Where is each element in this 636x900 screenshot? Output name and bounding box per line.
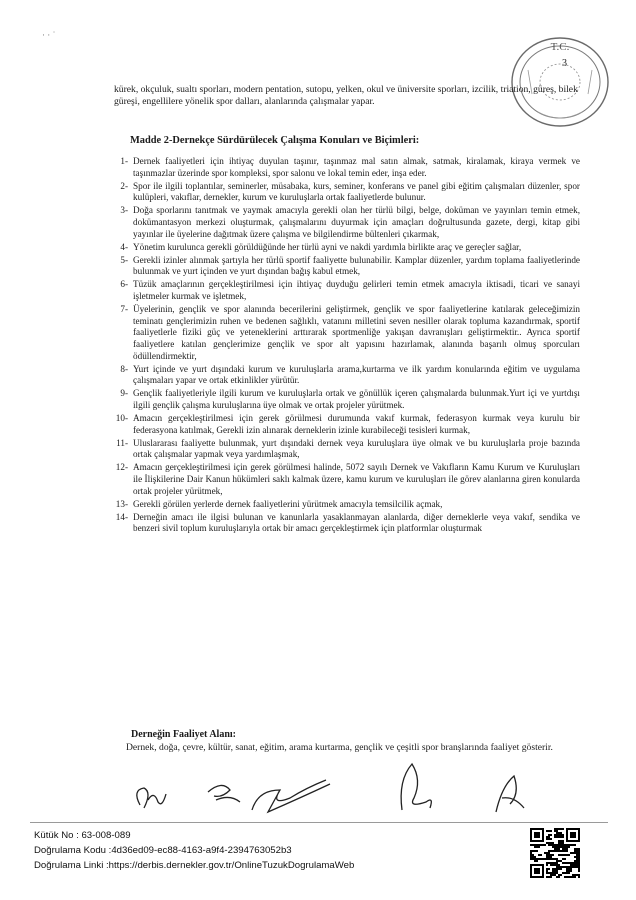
list-item [106,156,580,179]
list-item-number: 11- [116,437,128,448]
verification-code: Doğrulama Kodu :4d36ed09-ec88-4163-a9f4-2394763052b3 [34,845,292,856]
list-item [106,255,580,278]
list-item-number: 12- [115,462,128,473]
list-item-number: 4- [120,241,128,252]
verification-link: Doğrulama Linki :https://derbis.dernekler.gov.tr/OnlineTuzukDogrulamaWeb [34,860,355,871]
list-item-text: Doğa sporlarını tanıtmak ve yaymak amacıyla gerekli olan her türlü bilgi, belge, doküman ve yayınları temin etmek, dokümantasyon merkezi oluşturmak, çalışmalarını duyurmak için amaçları doğrultusunda gazete, dergi, kitap gibi yayınlar ile üyelerine dağıtmak üzere çalışma ve bilgilendirme bültenleri çıkarmak, [133,205,580,239]
list-item [106,242,580,254]
list-item [106,499,580,511]
list-item-number: 14- [115,511,128,522]
list-item [106,512,580,535]
kutuk-no: Kütük No : 63-008-089 [34,830,131,841]
verification-footer [34,828,354,873]
list-item-text: Gerekli görülen yerlerde dernek faaliyetlerini yürütmek amacıyla temsilcilik açmak, [133,498,443,509]
list-item-text: Amacın gerçekleştirilmesi için gerek görülmesi durumunda vakıf kurmak, federasyon kurmak veya kurulu bir federasyona katılmak, Gerekli izin alınarak derneklerin izinle kurabileceği tesisleri kurmak, [133,412,580,435]
footer-divider [30,822,608,823]
list-item [106,413,580,436]
list-item-number: 7- [120,304,128,315]
list-item-number: 5- [120,254,128,265]
list-item-number: 13- [115,498,128,509]
list-item-text: Gençlik faaliyetleriyle ilgili kurum ve kuruluşlarla ortak ve gönüllük içeren çalışmalarda bulunmak.Yurt içi ve yurtdışı ilgili gençlik çalışma kuruluşlarına üye olmak ve ortak projeler yürütmek. [133,388,580,410]
list-item [106,181,580,204]
list-item [106,205,580,240]
list-item [106,462,580,497]
list-item-number: 8- [120,363,128,374]
seal-text: T.C. [550,41,570,53]
list-item-text: Tüzük amaçlarının gerçekleştirilmesi için ihtiyaç duyduğu gelirleri temin etmek amacıyla iktisadi, ticari ve sanayi işletmeler kurmak ve işletmek, [133,279,580,302]
activities-list [106,156,580,536]
qr-code [530,828,580,878]
list-item-text: Derneğin amacı ile ilgisi bulunan ve kanunlarla yasaklanmayan alanlarda, diğer derneklerle veya vakıf, sendika ve benzeri sivil toplum kuruluşlarıyla ortak bir amacı gerçekleştirmek için platformlar oluşturmak [133,511,580,534]
list-item [106,438,580,461]
list-item-number: 2- [120,180,128,191]
list-item-text: Amacın gerçekleştirilmesi için gerek görülmesi halinde, 5072 sayılı Dernek ve Vakıfların Kamu Kurum ve Kuruluşları ile İlişkilerine Dair Kanun hükümleri saklı kalmak üzere, kamu kurum ve kuruluşları ile görev alanlarına giren konularda ortak projeler yürütmek, [133,462,580,496]
signature-1 [137,788,166,808]
list-item [106,279,580,302]
section-title: Madde 2-Dernekçe Sürdürülecek Çalışma Konuları ve Biçimleri: [130,135,420,146]
list-item [106,364,580,387]
list-item-number: 6- [120,279,128,290]
list-item-text: Dernek faaliyetleri için ihtiyaç duyulan taşınır, taşınmaz mal satın almak, satmak, kiralamak, kiraya vermek ve taşınmazlar üzerinde spor kompleksi, spor salonu ve lokal temin eder, inşa eder. [133,156,580,178]
list-item-text: Yönetim kurulunca gerekli görüldüğünde her türlü ayni ve nakdi yardımla birlikte araç ve gereçler sağlar, [133,241,522,252]
activity-area-title: Derneğin Faaliyet Alanı: [131,729,236,740]
list-item-number: 10- [115,412,128,423]
activity-area-text: Dernek, doğa, çevre, kültür, sanat, eğitim, arama kurtarma, gençlik ve çeşitli spor branşlarında faaliyet gösterir. [126,742,553,753]
list-item-number: 3- [120,205,128,216]
page-number: 3 [562,58,567,69]
list-item-text: Üyelerinin, gençlik ve spor alanında becerilerini geliştirmek, gençlik ve spor faaliyetlerine katılarak geleceğimizin teminatı gençlerimizin ruhen ve bedenen sağlıklı, vatanını milletini seven nesiller olarak topluma kazandırmak, sportif faaliyetlerle fiziki güç ve yeteneklerini arttırarak sportmenliğe yakışan davranışları geliştirmektir.. Ayrıca sportif faaliyetlere katılan gençlerimize gençlik ve spor alt yapısını hazırlamak, alanında başarılı olmuş sporcuları ödüllendirmektir, [133,304,580,361]
list-item [106,304,580,362]
signatures [130,750,600,820]
scan-marks: · · ˙ [42,30,56,40]
signature-2 [208,785,240,802]
list-item-number: 1- [120,156,128,166]
list-item [106,388,580,411]
list-item-number: 9- [120,388,128,399]
signature-5 [496,776,524,812]
signature-4 [401,764,431,810]
official-seal-stamp [508,34,612,130]
signature-3 [252,780,330,812]
list-item-text: Gerekli izinler alınmak şartıyla her türlü sportif faaliyette bulunabilir. Kamplar düzenler, yardım toplama faaliyetlerinde bulunmak ve yurt içinden ve yurt dışından bağış kabul etmek, [133,254,580,277]
list-item-text: Spor ile ilgili toplantılar, seminerler, müsabaka, kurs, seminer, konferans ve panel gibi eğitim çalışmaları düzenler, spor kulüpleri, vakıflar, dernekler, kurum ve kuruluşlarla ortak faaliyetlerde bulunur. [133,180,580,203]
intro-paragraph: kürek, okçuluk, sualtı sporları, modern pentation, sutopu, yelken, okul ve üniversite sporları, izcilik, triation, güreş, bilek güreşi, engellilere yönelik spor dalları, alanlarında çalışmalar yapar. [114,84,578,107]
list-item-text: Uluslararası faaliyette bulunmak, yurt dışındaki dernek veya kuruluşlara üye olmak ve bu kuruluşlarla proje bazında ortak çalışmalar yapmak veya yardımlaşmak, [133,437,580,460]
list-item-text: Yurt içinde ve yurt dışındaki kurum ve kuruluşlarla arama,kurtarma ve ilk yardım konularında eğitim ve uygulama çalışmaları yapar ve ortak etkinlikler yürütür. [133,363,580,386]
